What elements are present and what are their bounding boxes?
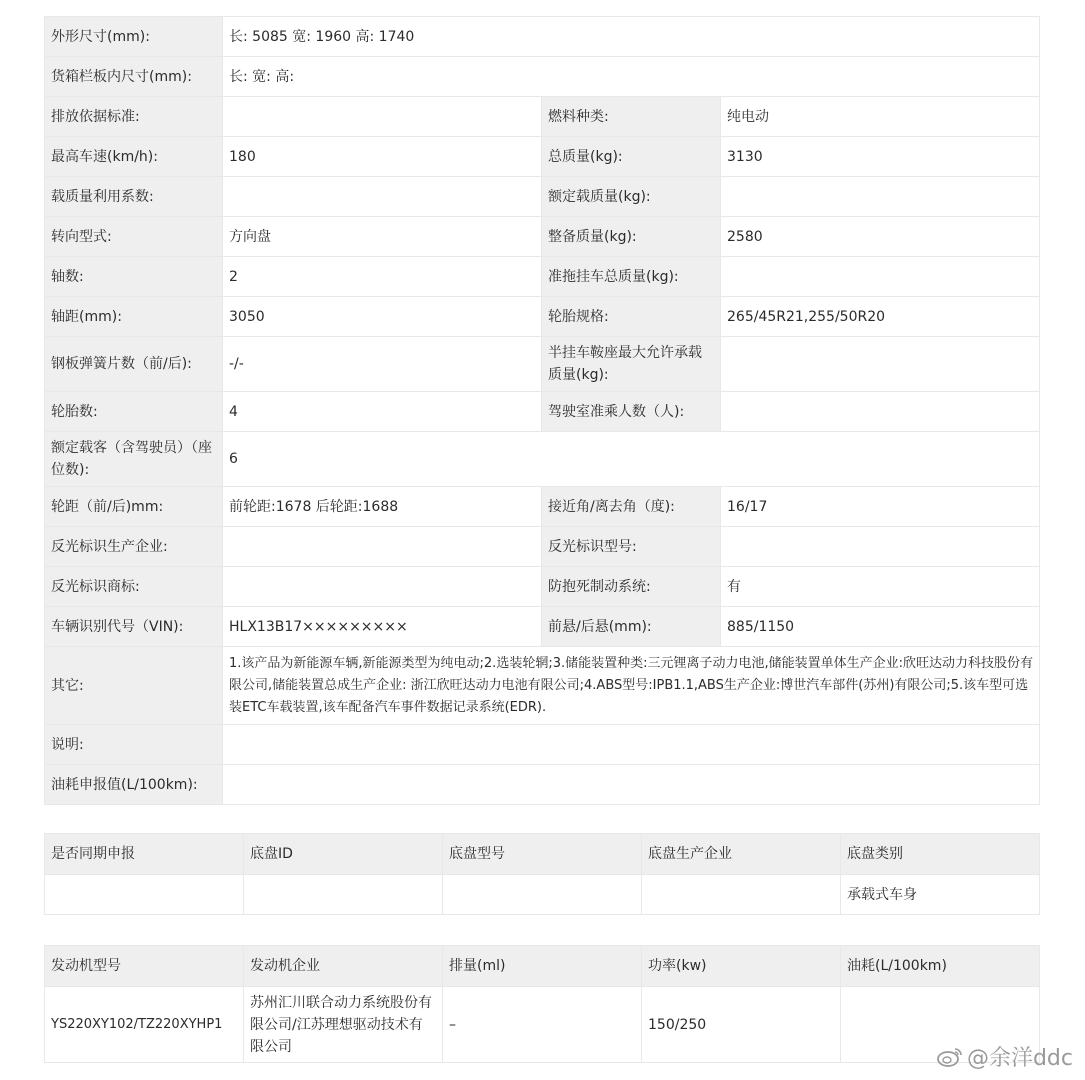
cargo-label: 货箱栏板内尺寸(mm): (45, 57, 223, 97)
other-label: 其它: (45, 647, 223, 725)
chassis-header-row (45, 834, 1040, 875)
seats-value: 6 (223, 432, 1040, 487)
refl-maker-label: 反光标识生产企业: (45, 527, 223, 567)
steering-label: 转向型式: (45, 217, 223, 257)
cargo-value: 长: 宽: 高: (223, 57, 1040, 97)
chassis-cell (244, 875, 443, 915)
other-value: 1.该产品为新能源车辆,新能源类型为纯电动;2.选装轮辋;3.储能装置种类:三元锂离子动力电池,储能装置单体生产企业:欣旺达动力科技股份有限公司,储能装置总成生产企业: 浙江欣旺达动力电池有限公司;4.ABS型号:IPB1.1,ABS生产企业:博世汽车部件(苏州)有限公司;5.该车型可选装ETC车载装置,该车配备汽车事件数据记录系统(EDR). (223, 647, 1040, 725)
tire-spec-value: 265/45R21,255/50R20 (721, 297, 1040, 337)
chassis-header: 是否同期申报 (45, 834, 244, 875)
engine-header: 功率(kw) (642, 946, 841, 987)
vin-value: HLX13B17××××××××× (223, 607, 542, 647)
rated-load-value (721, 177, 1040, 217)
note-value (223, 725, 1040, 765)
track-value: 前轮距:1678 后轮距:1688 (223, 487, 542, 527)
wheelbase-label: 轴距(mm): (45, 297, 223, 337)
fuel-value: 纯电动 (721, 97, 1040, 137)
refl-model-label: 反光标识型号: (542, 527, 721, 567)
watermark (937, 1041, 1073, 1072)
seats-label: 额定载客（含驾驶员）（座位数): (45, 432, 223, 487)
util-label: 载质量利用系数: (45, 177, 223, 217)
chassis-table (44, 833, 1040, 915)
gross-label: 总质量(kg): (542, 137, 721, 177)
chassis-header: 底盘型号 (443, 834, 642, 875)
engine-row (45, 987, 1040, 1063)
saddle-value (721, 337, 1040, 392)
wheelbase-value: 3050 (223, 297, 542, 337)
refl-brand-value (223, 567, 542, 607)
chassis-cell (642, 875, 841, 915)
engine-header: 发动机企业 (244, 946, 443, 987)
weibo-icon (937, 1047, 963, 1067)
curb-label: 整备质量(kg): (542, 217, 721, 257)
util-value (223, 177, 542, 217)
refl-model-value (721, 527, 1040, 567)
axles-label: 轴数: (45, 257, 223, 297)
chassis-cell (45, 875, 244, 915)
angles-label: 接近角/离去角（度): (542, 487, 721, 527)
fuel-cons-value (223, 765, 1040, 805)
refl-maker-value (223, 527, 542, 567)
speed-label: 最高车速(km/h): (45, 137, 223, 177)
abs-label: 防抱死制动系统: (542, 567, 721, 607)
gross-value: 3130 (721, 137, 1040, 177)
engine-cell: 苏州汇川联合动力系统股份有限公司/江苏理想驱动技术有限公司 (244, 987, 443, 1063)
springs-value: -/- (223, 337, 542, 392)
springs-label: 钢板弹簧片数（前/后): (45, 337, 223, 392)
engine-header: 排量(ml) (443, 946, 642, 987)
engine-cell: 150/250 (642, 987, 841, 1063)
overhang-label: 前悬/后悬(mm): (542, 607, 721, 647)
engine-header: 发动机型号 (45, 946, 244, 987)
saddle-label: 半挂车鞍座最大允许承载质量(kg): (542, 337, 721, 392)
tires-value: 4 (223, 392, 542, 432)
chassis-header: 底盘ID (244, 834, 443, 875)
trailer-label: 准拖挂车总质量(kg): (542, 257, 721, 297)
axles-value: 2 (223, 257, 542, 297)
chassis-row (45, 875, 1040, 915)
rated-load-label: 额定载质量(kg): (542, 177, 721, 217)
fuel-label: 燃料种类: (542, 97, 721, 137)
engine-cell: – (443, 987, 642, 1063)
dims-value: 长: 5085 宽: 1960 高: 1740 (223, 17, 1040, 57)
tire-spec-label: 轮胎规格: (542, 297, 721, 337)
engine-header-row (45, 946, 1040, 987)
abs-value: 有 (721, 567, 1040, 607)
tires-label: 轮胎数: (45, 392, 223, 432)
track-label: 轮距（前/后)mm: (45, 487, 223, 527)
engine-cell: YS220XY102/TZ220XYHP1 (45, 987, 244, 1063)
steering-value: 方向盘 (223, 217, 542, 257)
dims-label: 外形尺寸(mm): (45, 17, 223, 57)
speed-value: 180 (223, 137, 542, 177)
trailer-value (721, 257, 1040, 297)
note-label: 说明: (45, 725, 223, 765)
vehicle-spec-table (44, 16, 1040, 805)
chassis-cell (443, 875, 642, 915)
angles-value: 16/17 (721, 487, 1040, 527)
engine-table (44, 945, 1040, 1063)
emission-label: 排放依据标准: (45, 97, 223, 137)
emission-value (223, 97, 542, 137)
fuel-cons-label: 油耗申报值(L/100km): (45, 765, 223, 805)
curb-value: 2580 (721, 217, 1040, 257)
cab-label: 驾驶室准乘人数（人): (542, 392, 721, 432)
cab-value (721, 392, 1040, 432)
vin-label: 车辆识别代号（VIN): (45, 607, 223, 647)
chassis-header: 底盘生产企业 (642, 834, 841, 875)
watermark-text: @余洋ddc (966, 1046, 1073, 1071)
overhang-value: 885/1150 (721, 607, 1040, 647)
chassis-header: 底盘类别 (841, 834, 1040, 875)
refl-brand-label: 反光标识商标: (45, 567, 223, 607)
chassis-cell: 承载式车身 (841, 875, 1040, 915)
engine-header: 油耗(L/100km) (841, 946, 1040, 987)
